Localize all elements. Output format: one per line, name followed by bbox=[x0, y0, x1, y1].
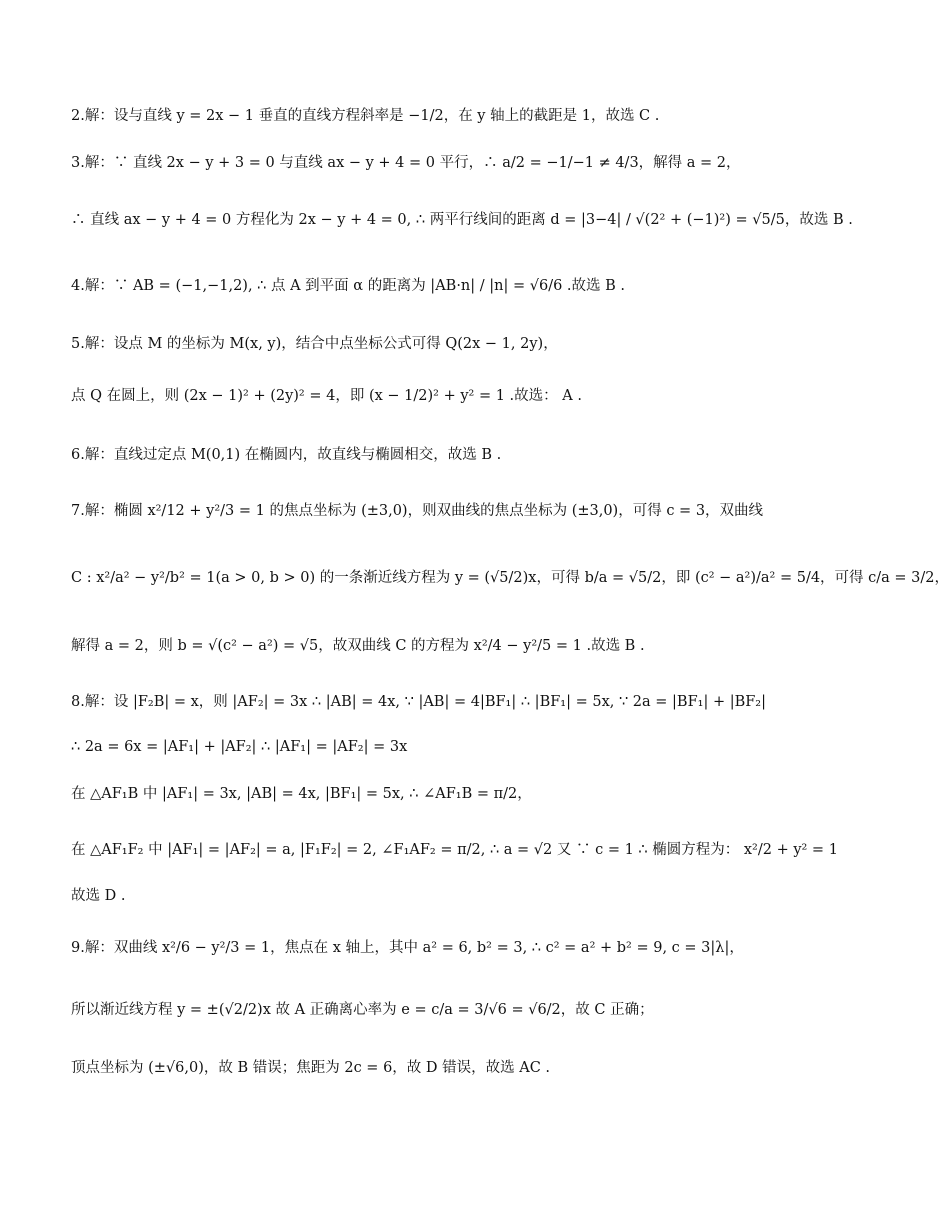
solution-9-line-1: 9.解：双曲线 x²/6 − y²/3 = 1，焦点在 x 轴上，其中 a² = 6, b² = 3, ∴ c² = a² + b² = 9, c = 3|λ|， bbox=[71, 940, 744, 956]
solution-9-line-2: 所以渐近线方程 y = ±(√2/2)x 故 A 正确离心率为 e = c/a = 3/√6 = √6/2，故 C 正确； bbox=[71, 1002, 654, 1018]
solution-2: 2.解：设与直线 y = 2x − 1 垂直的直线方程斜率是 −1/2，在 y 轴上的截距是 1，故选 C . bbox=[71, 108, 660, 124]
solution-7-line-3: 解得 a = 2，则 b = √(c² − a²) = √5，故双曲线 C 的方程为 x²/4 − y²/5 = 1 .故选 B . bbox=[71, 638, 645, 654]
solution-3-line-2: ∴ 直线 ax − y + 4 = 0 方程化为 2x − y + 4 = 0, ∴ 两平行线间的距离 d = |3−4| / √(2² + (−1)²) = √5/5，故选 B . bbox=[71, 212, 853, 228]
solution-8-line-5: 故选 D . bbox=[71, 888, 126, 904]
solution-8-line-1: 8.解：设 |F₂B| = x，则 |AF₂| = 3x ∴ |AB| = 4x, ∵ |AB| = 4|BF₁| ∴ |BF₁| = 5x, ∵ 2a = |BF₁| + |BF₂| bbox=[71, 694, 767, 710]
solution-9-line-3: 顶点坐标为 (±√6,0)，故 B 错误；焦距为 2c = 6，故 D 错误，故选 AC . bbox=[71, 1060, 551, 1076]
solution-5-line-1: 5.解：设点 M 的坐标为 M(x, y)，结合中点坐标公式可得 Q(2x − 1, 2y)， bbox=[71, 336, 558, 352]
solution-7-line-1: 7.解：椭圆 x²/12 + y²/3 = 1 的焦点坐标为 (±3,0)，则双曲线的焦点坐标为 (±3,0)，可得 c = 3，双曲线 bbox=[71, 503, 764, 519]
solution-6: 6.解：直线过定点 M(0,1) 在椭圆内，故直线与椭圆相交，故选 B . bbox=[71, 447, 502, 463]
solution-5-line-2: 点 Q 在圆上，则 (2x − 1)² + (2y)² = 4，即 (x − 1/2)² + y² = 1 .故选： A . bbox=[71, 388, 582, 404]
solution-8-line-3: 在 △AF₁B 中 |AF₁| = 3x, |AB| = 4x, |BF₁| = 5x, ∴ ∠AF₁B = π/2， bbox=[71, 786, 532, 802]
solution-4: 4.解：∵ AB = (−1,−1,2), ∴ 点 A 到平面 α 的距离为 |AB·n| / |n| = √6/6 .故选 B . bbox=[71, 278, 626, 294]
solution-7-line-2: C : x²/a² − y²/b² = 1(a > 0, b > 0) 的一条渐近线方程为 y = (√5/2)x，可得 b/a = √5/2，即 (c² − a²)/a² = 5/4，可得 c/a = 3/2， bbox=[71, 570, 949, 586]
solution-3-line-1: 3.解：∵ 直线 2x − y + 3 = 0 与直线 ax − y + 4 = 0 平行，∴ a/2 = −1/−1 ≠ 4/3，解得 a = 2， bbox=[71, 155, 741, 171]
solution-8-line-4: 在 △AF₁F₂ 中 |AF₁| = |AF₂| = a, |F₁F₂| = 2, ∠F₁AF₂ = π/2, ∴ a = √2 又 ∵ c = 1 ∴ 椭圆方程为： x²/2 + y² = 1 bbox=[71, 842, 838, 858]
solution-8-line-2: ∴ 2a = 6x = |AF₁| + |AF₂| ∴ |AF₁| = |AF₂| = 3x bbox=[71, 739, 408, 755]
